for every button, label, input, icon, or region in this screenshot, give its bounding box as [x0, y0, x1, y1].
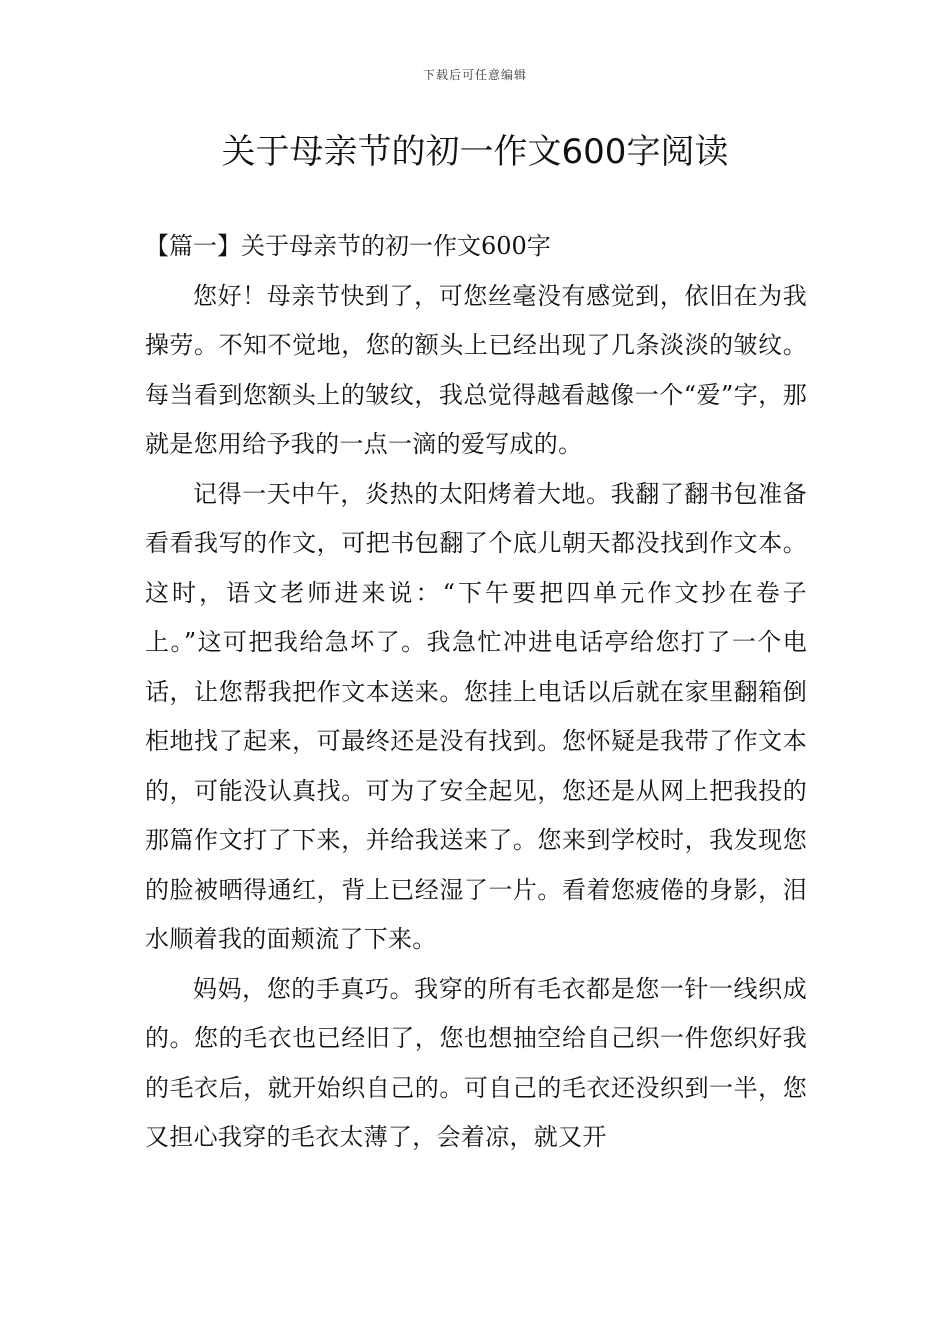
paragraph-2: 记得一天中午，炎热的太阳烤着大地。我翻了翻书包准备看看我写的作文，可把书包翻了个底儿朝天都没找到作文本。这时，语文老师进来说：“下午要把四单元作文抄在卷子上。”这可把我给急坏了。我急忙冲进电话亭给您打了一个电话，让您帮我把作文本送来。您挂上电话以后就在家里翻箱倒柜地找了起来，可最终还是没有找到。您怀疑是我带了作文本的，可能没认真找。可为了安全起见，您还是从网上把我投的那篇作文打了下来，并给我送来了。您来到学校时，我发现您的脸被晒得通红，背上已经湿了一片。看着您疲倦的身影，泪水顺着我的面颊流了下来。: [145, 479, 807, 953]
section-heading: 【篇一】关于母亲节的初一作文600字: [145, 232, 551, 260]
header-note: 下载后可任意编辑: [422, 68, 527, 82]
paragraph-1: 您好！母亲节快到了，可您丝毫没有感觉到，依旧在为我操劳。不知不觉地，您的额头上已经出现了几条淡淡的皱纹。每当看到您额头上的皱纹，我总觉得越看越像一个“爱”字，那就是您用给予我的一点一滴的爱写成的。: [145, 281, 807, 458]
page-title: 关于母亲节的初一作文600字阅读: [221, 132, 729, 172]
document-body: [145, 222, 807, 1163]
paragraph-3: 妈妈，您的手真巧。我穿的所有毛衣都是您一针一线织成的。您的毛衣也已经旧了，您也想抽空给自己织一件您织好我的毛衣后，就开始织自己的。可自己的毛衣还没织到一半，您又担心我穿的毛衣太薄了，会着凉，就又开: [145, 974, 807, 1151]
